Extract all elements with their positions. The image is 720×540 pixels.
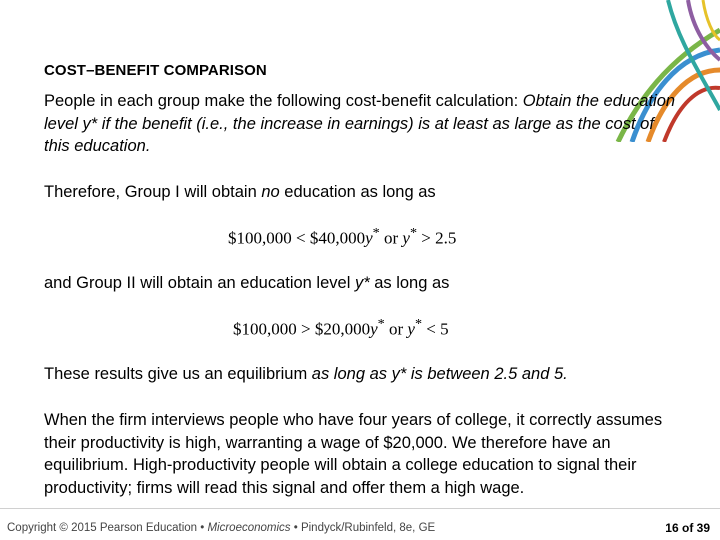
p4-italic: as long as y* is between 2.5 and 5. bbox=[311, 365, 568, 383]
eq1-star2: * bbox=[409, 225, 418, 241]
footer-book-title: Microeconomics bbox=[207, 522, 291, 534]
p3-text-a: and Group II will obtain an education level bbox=[44, 274, 355, 292]
footer-copyright-text: Copyright © 2015 Pearson Education • bbox=[7, 522, 208, 534]
paragraph-equilibrium bbox=[44, 363, 568, 386]
paragraph-cost-benefit bbox=[44, 90, 684, 158]
p2-text-a: Therefore, Group I will obtain bbox=[44, 183, 262, 201]
equation-group-two bbox=[233, 316, 449, 340]
p2-italic: no bbox=[261, 183, 280, 201]
paragraph-group-two bbox=[44, 272, 449, 295]
p2-text-c: education as long as bbox=[279, 183, 436, 201]
page-current: 16 bbox=[665, 521, 679, 535]
eq2-y2: y bbox=[407, 319, 415, 339]
eq2-lhs: $100,000 > $20,000 bbox=[233, 319, 371, 339]
eq2-star1: * bbox=[377, 316, 385, 332]
paragraph-group-one bbox=[44, 181, 436, 204]
p4-text-a: These results give us an equilibrium bbox=[44, 365, 312, 383]
page-number bbox=[665, 521, 710, 535]
eq1-y1: y bbox=[365, 228, 373, 248]
equation-group-one bbox=[228, 225, 456, 249]
slide-title: COST–BENEFIT COMPARISON bbox=[44, 62, 267, 79]
p3-italic: y* bbox=[354, 274, 370, 292]
eq2-star2: * bbox=[414, 316, 423, 332]
page-total: of 39 bbox=[678, 521, 710, 535]
eq1-y2: y bbox=[402, 228, 410, 248]
eq1-lhs: $100,000 < $40,000 bbox=[228, 228, 366, 248]
eq1-or: or bbox=[379, 228, 403, 248]
p1-text: People in each group make the following cost-benefit calculation: bbox=[44, 92, 523, 110]
footer-copyright bbox=[7, 522, 435, 534]
eq2-or: or bbox=[384, 319, 408, 339]
eq2-rhs: < 5 bbox=[422, 319, 449, 339]
p1-italic: Obtain the education level y* if the benefit (i.e., the increase in earnings) is at least as large as the cost of this education. bbox=[44, 92, 676, 155]
eq1-rhs: > 2.5 bbox=[417, 228, 457, 248]
eq1-star1: * bbox=[372, 225, 380, 241]
paragraph-firm-interview: When the firm interviews people who have four years of college, it correctly assumes their productivity is high, warranting a wage of $20,000. We therefore have an equilibrium. High-productivity people will obtain a college education to signal their productivity; firms will read this signal and offer them a high wage. bbox=[44, 411, 663, 497]
footer-authors: • Pindyck/Rubinfeld, 8e, GE bbox=[290, 522, 436, 534]
footer-divider bbox=[0, 508, 720, 509]
eq2-y1: y bbox=[370, 319, 378, 339]
p3-text-c: as long as bbox=[369, 274, 450, 292]
